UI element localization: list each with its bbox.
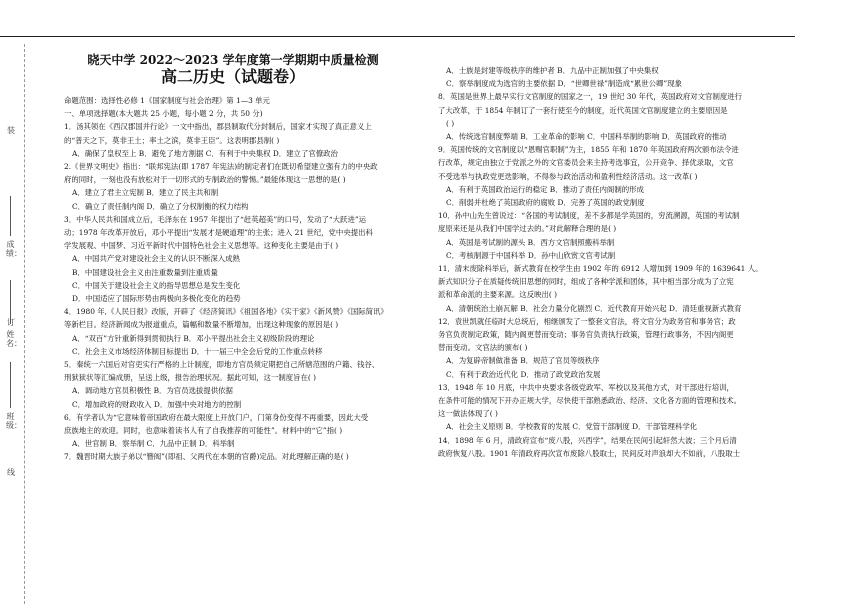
left-column-line: 5．秦统一六国后对官吏实行严格的上计制度，即地方官员须定期把自己所辖范围的户籍、钱谷、 bbox=[64, 360, 380, 370]
right-column-line: 度原来还是从我们中国学过去的。”对此解释合理的是( ) bbox=[438, 224, 617, 234]
name-field-label: 姓名： bbox=[6, 330, 22, 348]
top-rule bbox=[0, 36, 795, 37]
binding-label-zhuang: 装 bbox=[7, 126, 15, 135]
left-column-line: 一、单项选择题(本大题共 25 小题，每小题 2 分，共 50 分) bbox=[64, 109, 263, 119]
left-column bbox=[64, 52, 416, 464]
right-column-line: 13．1948 年 10 月底，中共中央要求各级党政军、军校以及其他方式，对干部进行培训， bbox=[438, 382, 734, 392]
right-column-line: A．清朝统治土崩瓦解 B．社会力量分化剧烈 C．近代教育开始兴起 D．清廷重视新式教育 bbox=[446, 303, 742, 313]
binding-label-ding: 订 bbox=[7, 318, 15, 327]
left-column-line: B．中国建设社会主义由注重数量到注重质量 bbox=[72, 267, 218, 277]
right-column-line: C．察举制度成为选官的主要依据 D．“世卿世禄”制造成“累世公卿”现象 bbox=[446, 79, 682, 89]
right-column-line: 派和革命派的主要来源。这反映出( ) bbox=[438, 290, 557, 300]
left-column-line: 刑狱狱状等汇编成册，呈送上级，报告治理状况。据此可知，这一制度旨在( ) bbox=[64, 373, 317, 383]
right-column-line: 在条件可能的情况下开办正规大学，尽快使干部熟悉政治、经济、文化各方面的管理和技术。 bbox=[438, 396, 742, 406]
class-field-label: 班级： bbox=[6, 412, 22, 430]
score-field-label: 成绩： bbox=[6, 240, 22, 258]
left-column-line: D．中国适应了国际形势由两极向多极化变化的趋势 bbox=[72, 294, 241, 304]
left-column-line: A．中国共产党对建设社会主义的认识不断深入成熟 bbox=[72, 254, 240, 264]
right-column-line: A．为复辟帝制做准备 B．规范了官员等级秩序 bbox=[446, 356, 600, 366]
left-column-line: 的“普天之下，莫非王土；率土之滨，莫非王臣”。这表明郡县制( ) bbox=[64, 135, 280, 145]
right-column-line: 替而变动。文官法的颁布( ) bbox=[438, 343, 528, 353]
right-column-line: A．社会主义原则 B．学校教育的发展 C．党管干部制度 D．干部管理科学化 bbox=[446, 422, 698, 432]
left-column-line: 庶族地主的欢迎。同时，也意味着读书人有了自我推荐的可能性”。材料中的“它”指( ) bbox=[64, 426, 343, 436]
left-column-line: 7．魏晋时期大族子弟以“簪阀”(即祖、父两代在本朝的官爵)定品。对此理解正确的是( ) bbox=[64, 452, 349, 462]
left-column-line: 6．有学者认为“它意味着帝国政府在最大限度上开放门户，门第身份变得不再重要，因此大受 bbox=[64, 412, 369, 422]
left-column-line: 动；1978 年改革开放后，邓小平提出“发展才是硬道理”的主张；进入 21 世纪，党中央提出科 bbox=[64, 228, 373, 238]
right-column-line: A．有利于英国政治运行的稳定 B．推动了责任内阁制的形成 bbox=[446, 184, 644, 194]
right-question-lines bbox=[438, 64, 795, 460]
right-column-line: ( ) bbox=[446, 118, 455, 128]
right-column-line: 12．袁世凯就任临时大总统后，相继颁发了一整套文官法，将文官分为政务官和事务官；政 bbox=[438, 316, 736, 326]
school-title: 晓天中学 2022～2023 学年度第一学期期中质量检测 bbox=[87, 53, 379, 67]
binding-line bbox=[24, 44, 25, 604]
right-column bbox=[438, 64, 795, 460]
left-column-line: 命题范围：选择性必修 1《国家制度与社会治理》第 1—3 单元 bbox=[64, 96, 270, 105]
right-column-line: 这一做法体现了( ) bbox=[438, 409, 498, 419]
left-column-line: 等新栏目。经济新闻成为报道重点，篇幅和数量不断增加，出现这种现象的原因是( ) bbox=[64, 320, 339, 330]
binding-label-xian: 线 bbox=[7, 468, 15, 477]
left-column-line: A．世官制 B．察举制 C．九品中正制 D．科举制 bbox=[72, 439, 235, 449]
left-question-lines bbox=[64, 94, 416, 464]
left-column-line: A．调动地方官员积极性 B．为官员选拔提供依据 bbox=[72, 386, 233, 396]
left-column-line: 1．汤其领在《西汉郡国并行论》一文中指出，郡县制取代分封制后，国家才实现了真正意义上 bbox=[64, 122, 372, 132]
left-column-line: 2.《世界文明史》指出：“联邦宪法(即 1787 年宪法)的制定者们在既切希望建立强有力的中央政 bbox=[64, 162, 378, 172]
right-column-line: 务官负责制定政策，随内阁更替而变动；事务官负责执行政策，管理行政事务，不因内阁更 bbox=[438, 330, 734, 340]
left-column-line: 学发展观、中国梦、习近平新时代中国特色社会主义思想等。这种变化主要是由于( ) bbox=[64, 241, 339, 251]
right-column-line: C．削弱并杜绝了英国政府的腐败 D．完善了英国的政党制度 bbox=[446, 198, 645, 208]
right-column-line: C．有利于政治近代化 D．推动了政党政治发展 bbox=[446, 369, 601, 379]
right-column-line: C．考核制源于中国科举 D．孙中山欣赏文官考试制 bbox=[446, 250, 616, 260]
right-column-line: A．传统选官制度弊端 B．工业革命的影响 C．中国科举制的影响 D．英国政府的推动 bbox=[446, 132, 727, 142]
subject-title: 高二历史（试题卷） bbox=[160, 67, 305, 86]
right-column-line: 10．孙中山先生曾说过：“各国的考试制度，差不多都是学英国的，穷流溯源，英国的考试制 bbox=[438, 211, 740, 221]
left-column-line: 府的同时，一刻也没有放松对于一切形式的专制政治的警惕。”最能体现这一思想的是( ) bbox=[64, 175, 346, 185]
left-column-line: C．社会主义市场经济体制目标提出 D．十一届三中全会后党的工作重点转移 bbox=[72, 346, 323, 356]
right-column-line: 行改革，规定由独立于党派之外的文官委员会来主持考选事宜，公开竞争、择优录取，文官 bbox=[438, 158, 734, 168]
right-column-line: A．英国是考试制的源头 B．西方文官制照搬科举制 bbox=[446, 237, 615, 247]
right-column-line: A．士族是封建等级秩序的维护者 B．九品中正制加强了中央集权 bbox=[446, 66, 659, 75]
right-column-line: 9．英国传统的文官制度以“恩赐官职制”为主，1855 年和 1870 年英国政府两次颁布法令进 bbox=[438, 145, 739, 155]
left-column-line: 3．中华人民共和国成立后，毛泽东在 1957 年提出了“赶英超美”的口号，发动了“大跃进”运 bbox=[64, 214, 366, 224]
right-column-line: 11．清末废除科举后，新式教育在校学生由 1902 年的 6912 人增加到 1909 年的 1639641 人。 bbox=[438, 264, 763, 274]
right-column-line: 了大改革，于 1854 年制订了一套行使至今的制度，近代英国文官制度建立的主要原因是 bbox=[438, 105, 728, 115]
name-field-blank[interactable] bbox=[10, 280, 11, 324]
left-column-line: C．确立了责任制内阁 D．确立了分权制衡的权力结构 bbox=[72, 201, 249, 211]
right-column-line: 8．英国是世界上最早实行文官制度的国家之一，19 世纪 30 年代，英国政府对文官制度进行 bbox=[438, 92, 743, 102]
left-column-line: C．中国关于建设社会主义的指导思想总是发生变化 bbox=[72, 280, 241, 290]
right-column-line: 14．1898 年 6 月，清政府宣布“废八股，兴西学”，结果在民间引起轩然大波；三个月后清 bbox=[438, 435, 737, 445]
right-column-line: 新式知识分子在质疑传统旧思想的同时，组成了各种学派和团体，其中相当部分成为了立宪 bbox=[438, 277, 734, 287]
score-field-blank[interactable] bbox=[10, 196, 11, 236]
left-column-line: 4．1980 年,《人民日报》改版，开辟了《经济简讯》《祖国各地》《实干家》《新风赞》《国际简讯》 bbox=[64, 307, 388, 317]
right-column-line: 不受选举与执政党更迭影响，不得参与政治活动和盈利性经济活动。这一改革( ) bbox=[438, 171, 698, 181]
left-column-line: A．建立了君主立宪制 B．建立了民主共和制 bbox=[72, 188, 219, 198]
left-column-line: A．“双百”方针重新得到贯彻执行 B．邓小平提出社会主义初级阶段的理论 bbox=[72, 333, 315, 343]
right-column-line: 政府恢复八股。1901 年清政府再次宣布废除八股取士，民间反对声浪却大不如前，八股取士 bbox=[438, 448, 741, 458]
class-field-blank[interactable] bbox=[10, 362, 11, 408]
left-column-line: A．确保了皇权至上 B．避免了地方割据 C．有利于中央集权 D．建立了官僚政治 bbox=[72, 148, 338, 158]
left-column-line: C．增加政府的财政收入 D．加强中央对地方的控制 bbox=[72, 399, 242, 409]
